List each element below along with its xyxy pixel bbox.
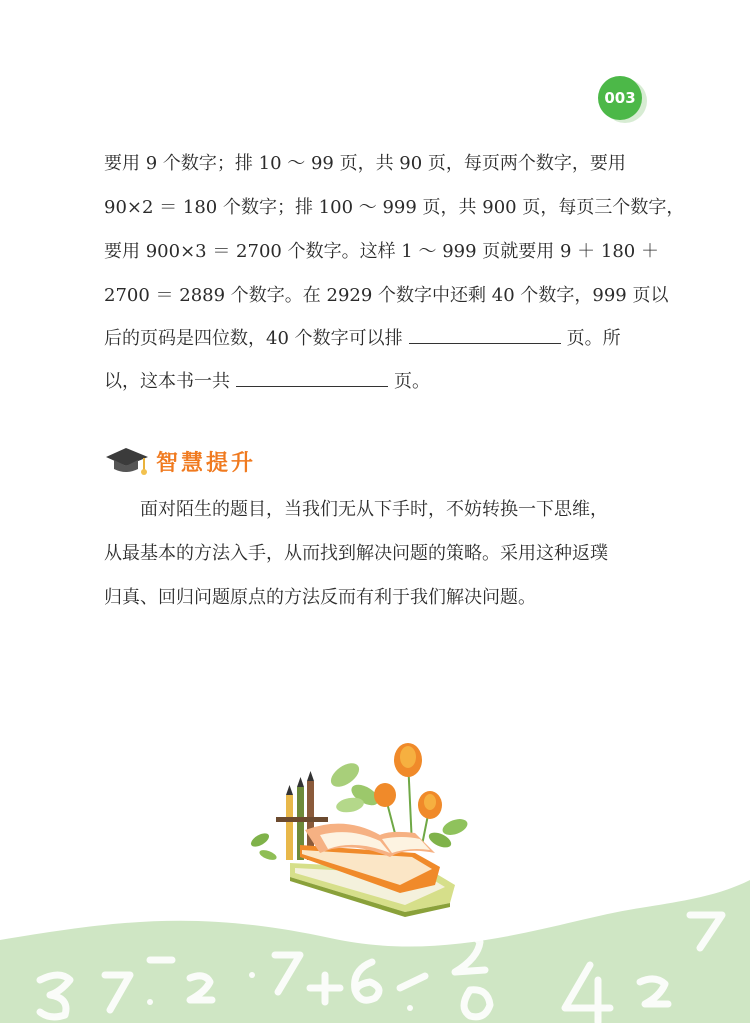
body-text-line: 90×2 ＝ 180 个数字；排 100 ～ 999 页，共 900 页，每页三个数字， xyxy=(104,197,685,218)
page-number-badge: 003 xyxy=(598,76,642,120)
body-text-line: 2700 ＝ 2889 个数字。在 2929 个数字中还剩 40 个数字，999 页以 xyxy=(104,285,669,306)
answer-blank xyxy=(409,327,561,344)
section-paragraph-line: 面对陌生的题目，当我们无从下手时，不妨转换一下思维， xyxy=(140,499,608,520)
text-fragment: 后的页码是四位数，40 个数字可以排 xyxy=(104,328,403,349)
body-text-line-with-blank xyxy=(104,370,634,394)
section-heading xyxy=(104,444,256,478)
text-fragment: 页。 xyxy=(394,371,430,392)
answer-blank xyxy=(236,370,388,387)
number-wave-decoration xyxy=(0,880,750,1023)
section-title: 智慧提升 xyxy=(156,450,257,476)
text-fragment: 以，这本书一共 xyxy=(104,371,230,392)
body-text-line: 要用 900×3 ＝ 2700 个数字。这样 1 ～ 999 页就要用 9 ＋ 180 ＋ xyxy=(104,241,659,262)
graduation-cap-icon xyxy=(104,444,150,478)
body-text-line-with-blank xyxy=(104,327,634,351)
section-paragraph-line: 归真、回归问题原点的方法反而有利于我们解决问题。 xyxy=(104,587,536,608)
body-text-line: 要用 9 个数字；排 10 ～ 99 页，共 90 页，每页两个数字，要用 xyxy=(104,153,626,174)
section-paragraph-line: 从最基本的方法入手，从而找到解决问题的策略。采用这种返璞 xyxy=(104,543,608,564)
text-fragment: 页。所 xyxy=(566,328,621,349)
